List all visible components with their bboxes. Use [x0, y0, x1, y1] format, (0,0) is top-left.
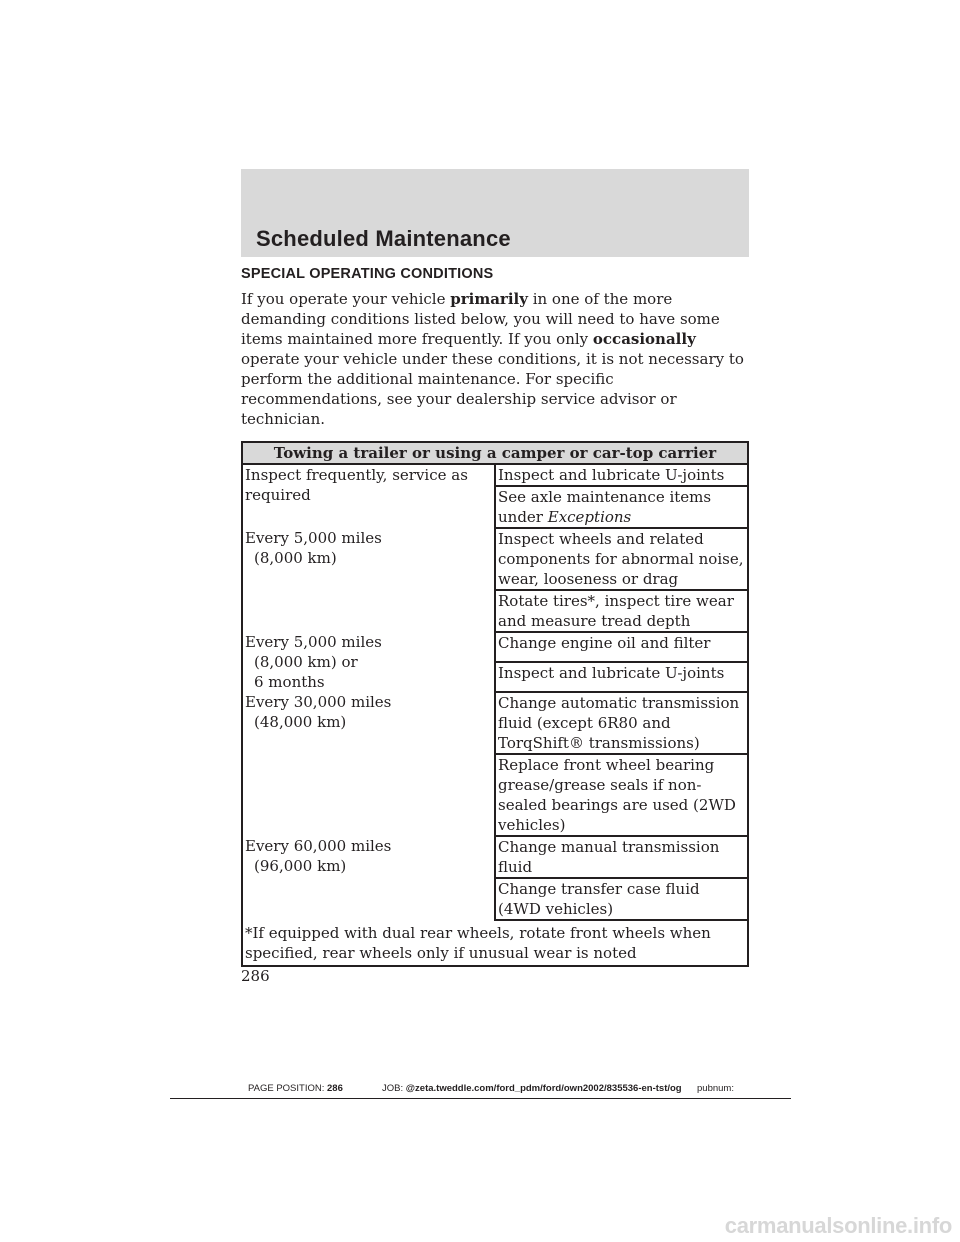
- task-text: Change manual transmission fluid: [498, 838, 720, 876]
- interval-cell: [242, 692, 495, 836]
- page-content: [241, 266, 749, 967]
- footer-position: [248, 1083, 343, 1094]
- intro-text: in one of the more demanding conditions listed below, you will need to have some items maintained more frequently. If you only: [241, 290, 720, 348]
- task-text: Rotate tires*, inspect tire wear and measure tread depth: [498, 592, 734, 630]
- footer-job-label: JOB:: [382, 1083, 404, 1094]
- task-reference: Exceptions: [547, 508, 632, 526]
- page-number: 286: [241, 967, 270, 985]
- footer-job: [382, 1083, 682, 1094]
- interval-cell: [242, 836, 495, 920]
- task-text: Inspect wheels and related components for abnormal noise, wear, looseness or drag: [498, 530, 744, 588]
- interval-line: Every 60,000 miles: [245, 837, 392, 855]
- interval-line: Every 30,000 miles: [245, 693, 392, 711]
- task-text: Change automatic transmission fluid (except 6R80 and TorqShift® transmissions): [498, 694, 740, 752]
- task-cell: [495, 754, 748, 836]
- task-cell: [495, 464, 748, 486]
- table-footnote: *If equipped with dual rear wheels, rotate front wheels when specified, rear wheels only if unusual wear is noted: [245, 924, 711, 962]
- section-heading: SPECIAL OPERATING CONDITIONS: [241, 266, 494, 282]
- task-text: Inspect and lubricate U-joints: [498, 664, 725, 682]
- task-cell: [495, 692, 748, 754]
- interval-line: Every 5,000 miles: [245, 633, 382, 651]
- task-text: Inspect and lubricate U-joints: [498, 466, 725, 484]
- table-footnote-row: [242, 920, 748, 966]
- interval-line: (96,000 km): [254, 857, 347, 875]
- footer-job-value: @zeta.tweddle.com/ford_pdm/ford/own2002/835536-en-tst/og: [405, 1083, 682, 1094]
- footer-pubnum: [697, 1083, 734, 1094]
- maintenance-table: [241, 441, 749, 967]
- interval-line: Every 5,000 miles: [245, 529, 382, 547]
- task-cell: [495, 632, 748, 662]
- watermark: carmanualsonline.info: [724, 1213, 952, 1238]
- interval-cell: [242, 632, 495, 692]
- task-text: See axle maintenance items under: [498, 488, 712, 526]
- footer-rule: [170, 1098, 791, 1099]
- task-cell: [495, 836, 748, 878]
- task-text: Change transfer case fluid (4WD vehicles): [498, 880, 700, 918]
- task-cell: [495, 662, 748, 692]
- intro-text: operate your vehicle under these conditions, it is not necessary to perform the additional maintenance. For specific recommendations, see your dealership service advisor or technician.: [241, 350, 744, 428]
- interval-cell: [242, 528, 495, 632]
- interval-line: 6 months: [254, 673, 325, 691]
- task-text: Change engine oil and filter: [498, 634, 711, 652]
- section-header-band: [241, 169, 749, 257]
- interval-line: (8,000 km) or: [254, 653, 358, 671]
- interval-line: (8,000 km): [254, 549, 337, 567]
- section-title: Scheduled Maintenance: [256, 226, 511, 251]
- interval-line: (48,000 km): [254, 713, 347, 731]
- task-text: Replace front wheel bearing grease/grease seals if non-sealed bearings are used (2WD vehicles): [498, 756, 736, 834]
- footer-position-label: PAGE POSITION:: [248, 1083, 325, 1094]
- table-row: [242, 632, 748, 662]
- footer-pubnum-label: pubnum:: [697, 1083, 734, 1094]
- intro-emphasis: occasionally: [592, 330, 696, 348]
- table-row: [242, 836, 748, 878]
- task-cell: [495, 878, 748, 920]
- task-cell: [495, 528, 748, 590]
- task-cell: [495, 486, 748, 528]
- task-cell: [495, 590, 748, 632]
- intro-emphasis: primarily: [450, 290, 528, 308]
- table-heading: Towing a trailer or using a camper or car-top carrier: [242, 442, 748, 464]
- intro-paragraph: [241, 289, 749, 429]
- table-row: [242, 528, 748, 590]
- footer-position-value: 286: [327, 1083, 343, 1094]
- table-row: [242, 692, 748, 754]
- intro-text: If you operate your vehicle: [241, 290, 451, 308]
- table-row: [242, 464, 748, 486]
- interval-cell: Inspect frequently, service as required: [245, 466, 468, 504]
